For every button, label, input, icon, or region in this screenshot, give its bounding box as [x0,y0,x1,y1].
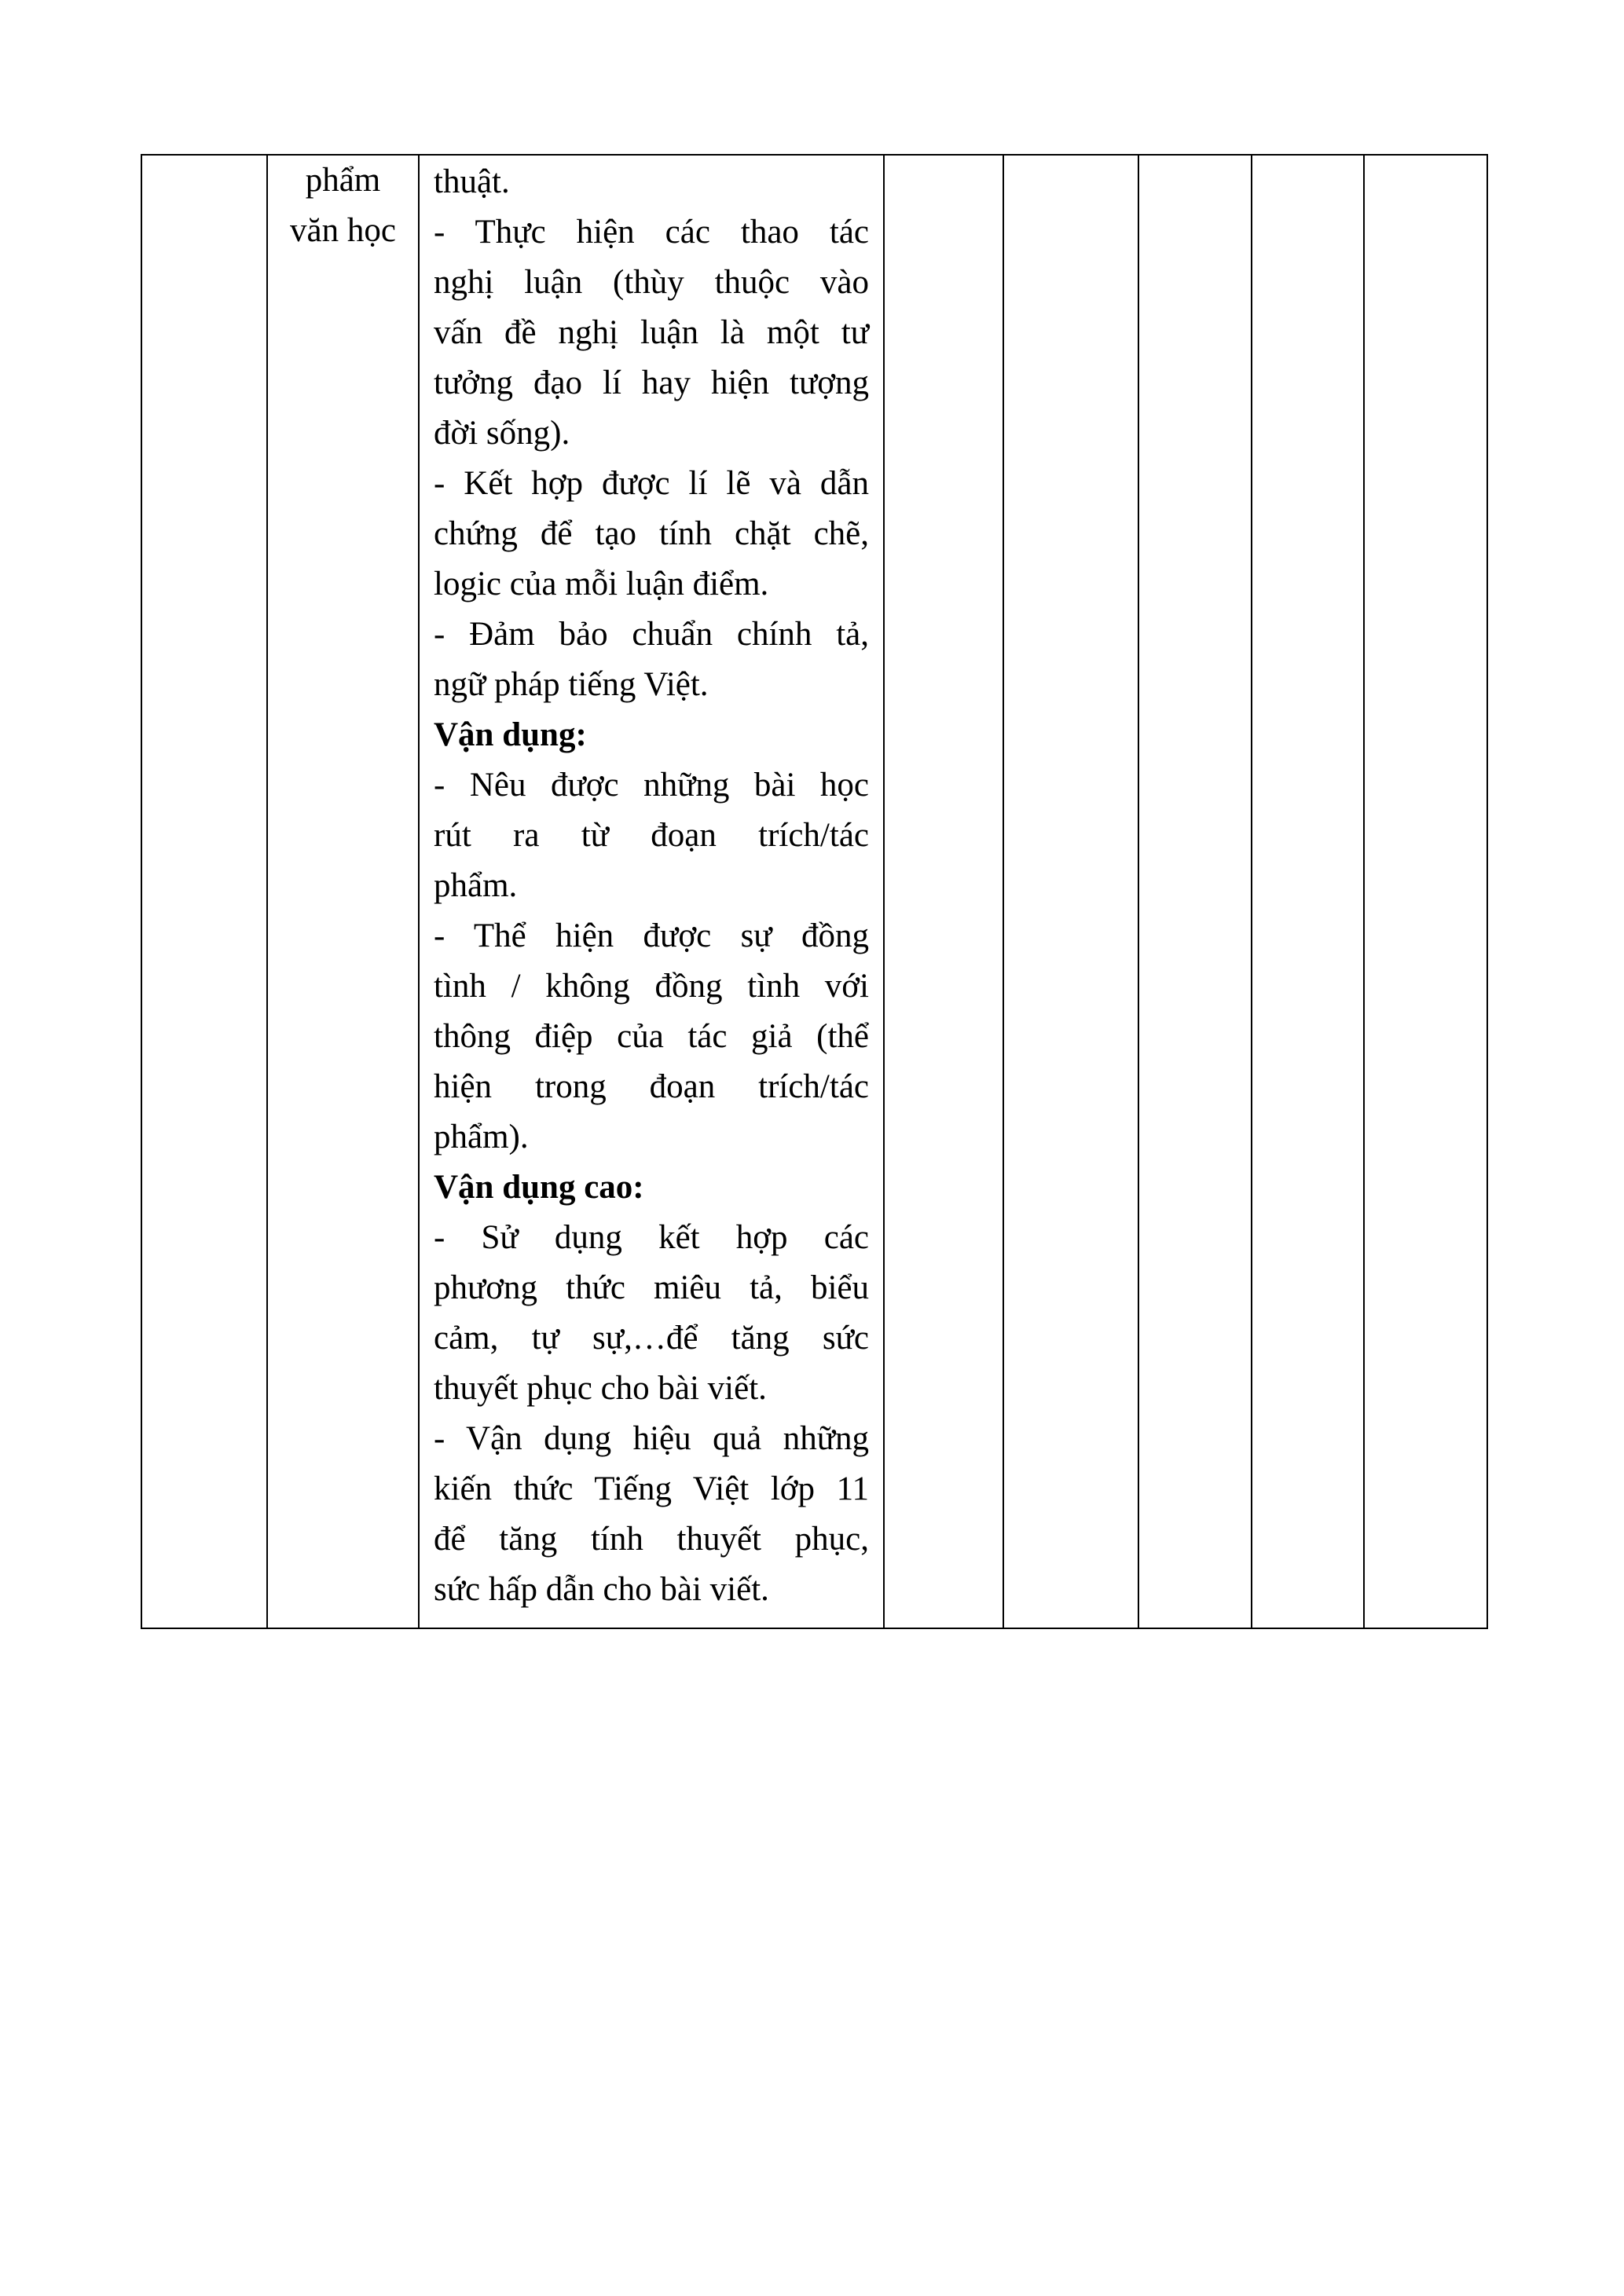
level-heading: Vận dụng: [434,716,587,753]
level-heading: Vận dụng cao: [434,1169,644,1206]
description-line: thuật. [434,163,510,200]
description-line: kiến thức Tiếng Việt lớp 11 [434,1470,869,1507]
description-line: - Sử dụng kết hợp các [434,1219,869,1256]
description-line: logic của mỗi luận điểm. [434,566,769,602]
description-line: - Vận dụng hiệu quả những [434,1420,869,1457]
cell-description [419,155,884,1628]
description-line: phẩm. [434,867,518,904]
topic-line: văn học [290,212,396,249]
description-text [434,157,869,1615]
topic-line: phẩm [305,162,381,199]
cell-empty-2 [1003,155,1138,1628]
cell-index [141,155,267,1628]
description-line: hiện trong đoạn trích/tác [434,1068,869,1105]
description-line: - Kết hợp được lí lẽ và dẫn [434,465,869,502]
description-line: tình / không đồng tình với [434,968,869,1005]
cell-empty-3 [1138,155,1252,1628]
description-line: cảm, tự sự,…để tăng sức [434,1320,869,1357]
description-line: phương thức miêu tả, biểu [434,1269,869,1306]
description-line: phẩm). [434,1119,529,1155]
description-line: tưởng đạo lí hay hiện tượng [434,364,869,401]
description-line: - Đảm bảo chuẩn chính tả, [434,616,869,653]
description-line: - Thể hiện được sự đồng [434,917,869,954]
description-line: để tăng tính thuyết phục, [434,1521,869,1558]
description-line: sức hấp dẫn cho bài viết. [434,1571,769,1608]
cell-empty-4 [1252,155,1364,1628]
description-line: ngữ pháp tiếng Việt. [434,666,709,703]
assessment-matrix-table [141,154,1488,1629]
table-row [141,155,1487,1628]
cell-topic [267,155,419,1628]
description-line: thông điệp của tác giả (thể [434,1018,869,1055]
description-line: - Thực hiện các thao tác [434,214,869,251]
cell-empty-1 [884,155,1003,1628]
description-line: rút ra từ đoạn trích/tác [434,817,869,854]
description-line: thuyết phục cho bài viết. [434,1370,767,1407]
topic-text [268,156,418,256]
description-line: nghị luận (thùy thuộc vào [434,264,869,301]
description-line: - Nêu được những bài học [434,767,869,804]
cell-empty-5 [1364,155,1487,1628]
description-line: đời sống). [434,415,570,452]
description-line: vấn đề nghị luận là một tư [434,314,869,351]
description-line: chứng để tạo tính chặt chẽ, [434,515,869,552]
